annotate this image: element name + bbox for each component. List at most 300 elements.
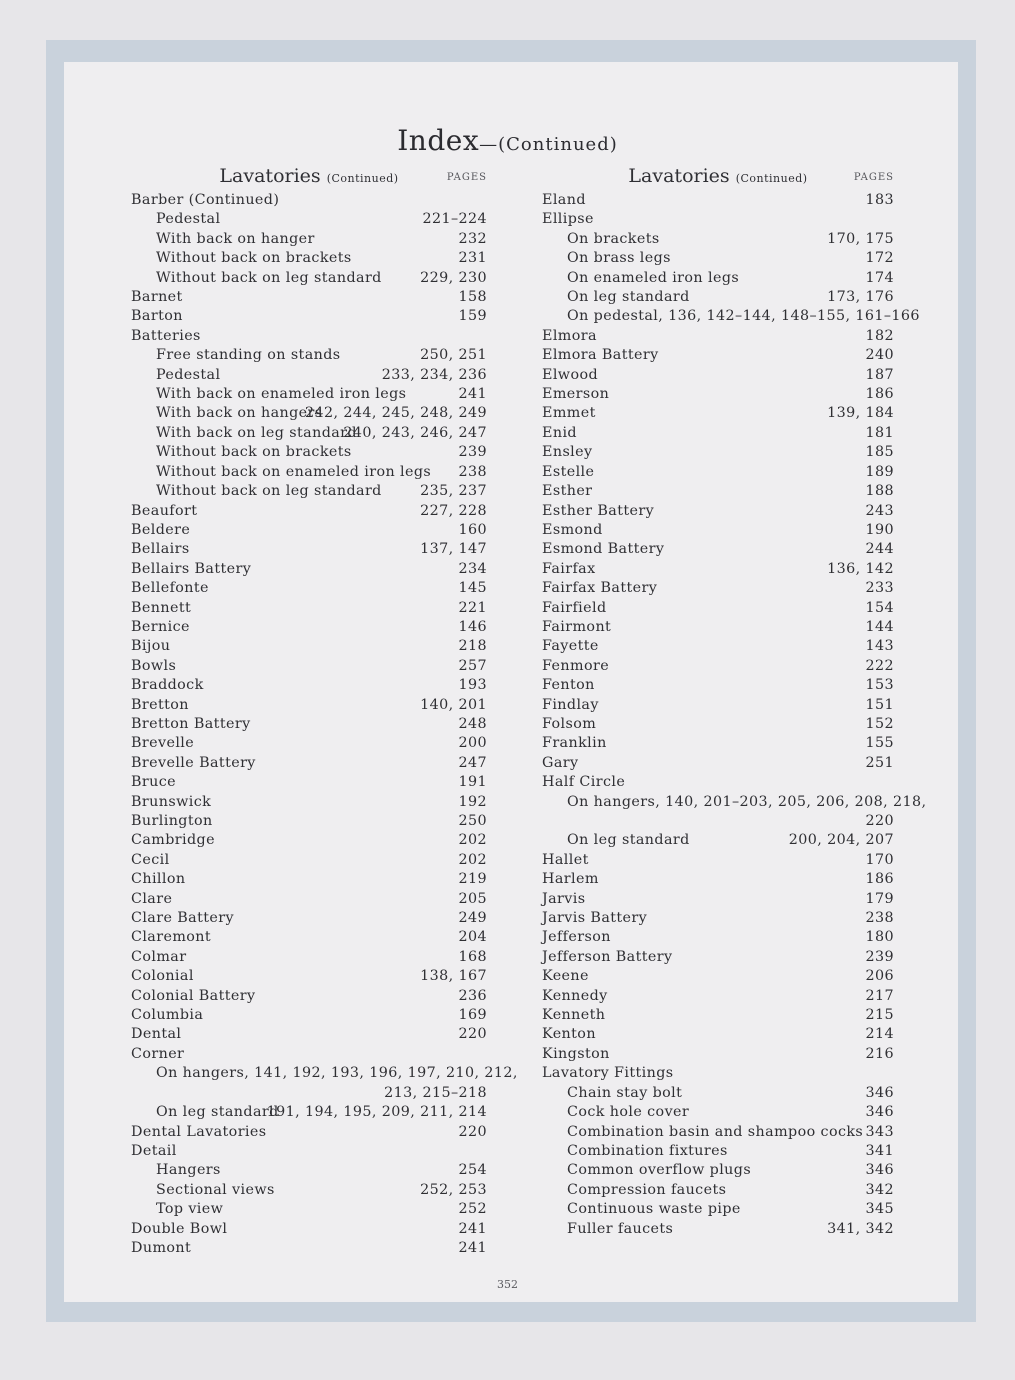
entry-pages: 250, 251 (420, 347, 487, 364)
right-heading-text: Lavatories (628, 165, 730, 187)
entry-pages: 180 (865, 929, 894, 946)
entry-name: Fenton (542, 677, 595, 694)
entry-name: On brass legs (567, 250, 671, 267)
entry-name: Detail (131, 1142, 177, 1159)
entry-name: Dental Lavatories (131, 1123, 267, 1140)
entry-name: Hangers (156, 1162, 221, 1179)
index-entry (131, 307, 487, 326)
index-entry (542, 288, 894, 307)
entry-name: With back on hangers (156, 405, 323, 422)
entry-pages: 145 (458, 580, 487, 597)
index-entry (131, 1064, 518, 1103)
index-entry (542, 1084, 894, 1103)
right-column-heading (542, 165, 894, 187)
index-entry (131, 773, 487, 792)
index-entry (542, 1161, 894, 1180)
entry-pages: 240, 243, 246, 247 (343, 424, 487, 441)
entry-name: Common overflow plugs (567, 1162, 752, 1179)
entry-pages: 191 (458, 774, 487, 791)
entry-name: Free standing on stands (156, 347, 341, 364)
entry-name: Eland (542, 192, 586, 208)
entry-name: Without back on leg standard (156, 269, 382, 286)
entry-pages: 168 (458, 948, 487, 965)
entry-pages: 185 (865, 444, 894, 461)
index-entry (131, 404, 487, 423)
page-title (0, 124, 1015, 157)
entry-pages: 233, 234, 236 (381, 366, 487, 383)
entry-pages: 231 (458, 250, 487, 267)
index-entry (131, 831, 487, 850)
index-entry (131, 812, 487, 831)
entry-name: On hangers, 141, 192, 193, 196, 197, 210, 212, (156, 1065, 518, 1082)
entry-name: Jarvis Battery (542, 910, 648, 927)
entry-pages: 186 (865, 386, 894, 403)
entry-pages: 138, 167 (420, 968, 487, 985)
index-entry (542, 676, 894, 695)
entry-name: Bruce (131, 774, 177, 791)
entry-pages: 221 (458, 599, 487, 616)
index-entry (542, 327, 894, 346)
entry-pages: 241 (458, 1239, 487, 1256)
entry-name: Beldere (131, 521, 191, 538)
entry-pages: 200 (458, 735, 487, 752)
entry-name: Findlay (542, 696, 599, 713)
entry-pages: 200, 204, 207 (788, 832, 894, 849)
index-entry (542, 890, 894, 909)
entry-pages: 232 (458, 230, 487, 247)
entry-name: Elmora (542, 327, 597, 344)
index-entry (542, 870, 894, 889)
entry-name: Emerson (542, 386, 610, 403)
index-entry (542, 540, 894, 559)
entry-name: Harlem (542, 871, 599, 888)
index-entry (131, 482, 487, 501)
entry-pages: 206 (865, 968, 894, 985)
index-entry (542, 385, 894, 404)
entry-pages: 187 (865, 366, 894, 383)
entry-name: On hangers, 140, 201–203, 205, 206, 208, 218, (567, 793, 927, 810)
index-entry (542, 366, 894, 385)
entry-name: Keene (542, 968, 589, 985)
index-entry (542, 1142, 894, 1161)
entry-pages: 174 (865, 269, 894, 286)
entry-name: Double Bowl (131, 1220, 228, 1237)
entry-name: Bretton (131, 696, 189, 713)
index-entry (542, 346, 894, 365)
index-entry (542, 851, 894, 870)
entry-name: Kenton (542, 1026, 596, 1043)
entry-name: Columbia (131, 1007, 204, 1024)
index-entry (131, 385, 487, 404)
entry-pages: 252 (458, 1201, 487, 1218)
entry-name: Ensley (542, 444, 593, 461)
entry-name: Barton (131, 308, 183, 325)
left-heading-text: Lavatories (219, 165, 321, 187)
right-pages-label: PAGES (853, 172, 894, 183)
entry-pages: 213, 215–218 (384, 1084, 487, 1101)
left-column-heading (131, 165, 487, 187)
index-entry (542, 1200, 894, 1219)
entry-pages: 239 (865, 948, 894, 965)
entry-name: Bijou (131, 638, 171, 655)
entry-pages: 172 (865, 250, 894, 267)
entry-name: Franklin (542, 735, 607, 752)
entry-name: Fairfax (542, 560, 596, 577)
index-entry (542, 230, 894, 249)
entry-pages: 234 (458, 560, 487, 577)
index-entry (131, 618, 487, 637)
entry-pages: 137, 147 (420, 541, 487, 558)
index-entry (131, 909, 487, 928)
index-entry (542, 1064, 894, 1083)
entry-name: Sectional views (156, 1181, 275, 1198)
entry-name: On leg standard (156, 1104, 279, 1121)
index-entry (131, 948, 487, 967)
entry-name: With back on leg standard (156, 424, 357, 441)
entry-name: Jarvis (542, 890, 586, 907)
index-entry (131, 579, 487, 598)
entry-name: Esmond (542, 521, 603, 538)
entry-name: Dumont (131, 1239, 192, 1256)
entry-pages: 346 (865, 1162, 894, 1179)
index-entry (131, 657, 487, 676)
entry-name: Bennett (131, 599, 192, 616)
entry-pages: 341 (865, 1142, 894, 1159)
page-number: 352 (497, 1278, 518, 1291)
entry-pages: 214 (865, 1026, 894, 1043)
entry-pages: 346 (865, 1104, 894, 1121)
entry-name: On pedestal, 136, 142–144, 148–155, 161–166 (567, 308, 920, 325)
index-entry (131, 1181, 487, 1200)
index-entry (542, 773, 894, 792)
entry-pages: 219 (458, 871, 487, 888)
entry-pages: 251 (865, 754, 894, 771)
entry-name: Esmond Battery (542, 541, 665, 558)
entry-name: Colonial Battery (131, 987, 256, 1004)
entry-pages: 239 (458, 444, 487, 461)
left-heading-note: (Continued) (326, 172, 399, 185)
entry-pages: 189 (865, 463, 894, 480)
index-entry (131, 1025, 487, 1044)
index-entry (542, 579, 894, 598)
index-entry (131, 754, 487, 773)
index-entry (131, 967, 487, 986)
index-entry (542, 521, 894, 540)
index-entry (542, 191, 894, 210)
entry-pages: 238 (458, 463, 487, 480)
entry-pages: 221–224 (422, 211, 487, 228)
entry-pages: 236 (458, 987, 487, 1004)
index-entry (542, 715, 894, 734)
left-column-header (131, 165, 487, 191)
index-entry (131, 890, 487, 909)
entry-name: Combination basin and shampoo cocks (567, 1123, 864, 1140)
index-entry (542, 734, 894, 753)
index-entry (131, 230, 487, 249)
entry-name: Without back on brackets (156, 444, 352, 461)
entry-name: Fairmont (542, 618, 612, 635)
index-entry (542, 502, 894, 521)
index-entry (542, 1220, 894, 1239)
entry-pages: 136, 142 (827, 560, 894, 577)
index-entry (542, 482, 894, 501)
entry-name: Cambridge (131, 832, 215, 849)
entry-pages: 179 (865, 890, 894, 907)
index-entry (542, 928, 894, 947)
entry-name: Esther Battery (542, 502, 655, 519)
index-entry (542, 443, 894, 462)
index-entry (542, 909, 894, 928)
index-entry (131, 676, 487, 695)
index-entry (131, 1161, 487, 1180)
entry-pages: 190 (865, 521, 894, 538)
entry-pages: 204 (458, 929, 487, 946)
entry-pages: 159 (458, 308, 487, 325)
entry-name: Esther (542, 483, 593, 500)
entry-name: Cecil (131, 851, 170, 868)
index-entry (542, 696, 894, 715)
entry-name: Fayette (542, 638, 599, 655)
entry-pages: 341, 342 (827, 1220, 894, 1237)
entry-pages: 233 (865, 580, 894, 597)
entry-name: Without back on brackets (156, 250, 352, 267)
entry-pages: 160 (458, 521, 487, 538)
entry-name: Fairfield (542, 599, 607, 616)
entry-pages: 235, 237 (420, 483, 487, 500)
entry-pages: 242, 244, 245, 248, 249 (305, 405, 487, 422)
index-entry (131, 327, 487, 346)
entry-pages: 215 (865, 1007, 894, 1024)
entry-pages: 158 (458, 289, 487, 306)
index-entry (131, 793, 487, 812)
entry-pages: 151 (865, 696, 894, 713)
entry-name: Bernice (131, 618, 190, 635)
entry-name: Pedestal (156, 211, 221, 228)
entry-pages: 183 (865, 192, 894, 208)
index-entry (542, 793, 927, 832)
index-entry (542, 657, 894, 676)
index-entry (131, 366, 487, 385)
entry-name: Burlington (131, 813, 213, 829)
entry-name: Bellairs Battery (131, 560, 252, 577)
index-entry (131, 1200, 487, 1219)
entry-pages: 154 (865, 599, 894, 616)
entry-pages: 243 (865, 502, 894, 519)
entry-name: Beaufort (131, 502, 198, 519)
entry-name: Estelle (542, 463, 595, 480)
index-entry (542, 618, 894, 637)
entry-name: Ellipse (542, 211, 594, 228)
left-entries-list (131, 191, 518, 1258)
title-main: Index (397, 124, 480, 157)
right-index-column (542, 165, 927, 1239)
entry-pages: 205 (458, 890, 487, 907)
entry-pages: 155 (865, 735, 894, 752)
entry-name: Barnet (131, 289, 183, 306)
entry-pages: 170, 175 (827, 230, 894, 247)
index-entry (131, 696, 487, 715)
right-heading-note: (Continued) (735, 172, 808, 185)
entry-pages: 140, 201 (420, 696, 487, 713)
index-entry (131, 928, 487, 947)
entry-name: Chillon (131, 871, 186, 888)
entry-name: Clare Battery (131, 910, 234, 927)
entry-pages: 152 (865, 715, 894, 732)
index-entry (131, 870, 487, 889)
entry-name: Bellairs (131, 541, 190, 558)
entry-name: Colmar (131, 948, 187, 965)
entry-name: Clare (131, 890, 173, 907)
entry-name: Pedestal (156, 366, 221, 383)
index-entry (131, 851, 487, 870)
entry-pages: 191, 194, 195, 209, 211, 214 (266, 1104, 487, 1121)
index-entry (542, 967, 894, 986)
index-entry (542, 1045, 894, 1064)
entry-pages: 342 (865, 1181, 894, 1198)
index-entry (131, 1123, 487, 1142)
entry-pages: 244 (865, 541, 894, 558)
entry-name: Dental (131, 1026, 182, 1043)
entry-name: Half Circle (542, 774, 626, 791)
entry-pages: 216 (865, 1045, 894, 1062)
index-entry (542, 1103, 894, 1122)
entry-name: Braddock (131, 677, 204, 694)
index-entry (542, 831, 894, 850)
index-entry (131, 1103, 487, 1122)
index-entry (542, 1181, 894, 1200)
entry-pages: 202 (458, 832, 487, 849)
index-entry (542, 404, 894, 423)
index-entry (131, 191, 487, 210)
index-entry (131, 1220, 487, 1239)
entry-pages: 343 (865, 1123, 894, 1140)
entry-pages: 249 (458, 910, 487, 927)
index-entry (131, 424, 487, 443)
index-entry (131, 249, 487, 268)
entry-name: On leg standard (567, 832, 690, 849)
entry-pages: 188 (865, 483, 894, 500)
entry-name: Kennedy (542, 987, 608, 1004)
entry-pages: 345 (865, 1201, 894, 1218)
index-entry (542, 249, 894, 268)
entry-name: Bowls (131, 657, 177, 674)
entry-name: Brunswick (131, 793, 212, 810)
index-entry (131, 715, 487, 734)
index-entry (542, 1006, 894, 1025)
entry-pages: 247 (458, 754, 487, 771)
entry-name: Without back on enameled iron legs (156, 463, 432, 480)
index-entry (131, 288, 487, 307)
entry-pages: 220 (458, 1123, 487, 1140)
index-entry (542, 637, 894, 656)
entry-name: Cock hole cover (567, 1104, 690, 1121)
entry-name: Folsom (542, 715, 597, 732)
entry-name: Enid (542, 424, 577, 441)
entry-pages: 229, 230 (420, 269, 487, 286)
entry-pages: 241 (458, 1220, 487, 1237)
entry-name: Fuller faucets (567, 1220, 674, 1237)
title-suffix: —(Continued) (479, 134, 618, 155)
entry-pages: 202 (458, 851, 487, 868)
entry-name: Compression faucets (567, 1181, 727, 1198)
index-entry (131, 1006, 487, 1025)
index-entry (131, 540, 487, 559)
index-entry (131, 734, 487, 753)
entry-name: Bellefonte (131, 580, 209, 597)
entry-pages: 217 (865, 987, 894, 1004)
entry-pages: 139, 184 (827, 405, 894, 422)
entry-name: Bretton Battery (131, 715, 251, 732)
index-entry (131, 210, 487, 229)
index-entry (131, 1142, 487, 1161)
entry-pages: 227, 228 (420, 502, 487, 519)
entry-name: Brevelle Battery (131, 754, 256, 771)
entry-pages: 144 (865, 618, 894, 635)
entry-name: Colonial (131, 968, 194, 985)
index-entry (542, 269, 894, 288)
index-entry (542, 1123, 894, 1142)
index-entry (131, 346, 487, 365)
entry-name: Brevelle (131, 735, 195, 752)
entry-name: Claremont (131, 929, 212, 946)
entry-name: Elwood (542, 366, 599, 383)
entry-name: Jefferson (542, 929, 611, 946)
entry-pages: 248 (458, 715, 487, 732)
index-entry (131, 521, 487, 540)
entry-name: Hallet (542, 851, 589, 868)
entry-pages: 218 (458, 638, 487, 655)
entry-pages: 238 (865, 910, 894, 927)
entry-pages: 222 (865, 657, 894, 674)
entry-pages: 220 (865, 813, 894, 829)
entry-pages: 220 (458, 1026, 487, 1043)
entry-pages: 146 (458, 618, 487, 635)
index-entry (131, 269, 487, 288)
entry-name: Emmet (542, 405, 596, 422)
entry-name: On brackets (567, 230, 660, 247)
index-entry (131, 637, 487, 656)
index-entry (542, 307, 920, 326)
entry-name: Fenmore (542, 657, 610, 674)
index-entry (542, 424, 894, 443)
index-entry (131, 502, 487, 521)
entry-name: With back on hanger (156, 230, 315, 247)
entry-name: On leg standard (567, 289, 690, 306)
entry-pages: 186 (865, 871, 894, 888)
entry-name: Elmora Battery (542, 347, 659, 364)
index-entry (131, 463, 487, 482)
entry-name: Continuous waste pipe (567, 1201, 741, 1218)
entry-pages: 169 (458, 1007, 487, 1024)
index-entry (131, 987, 487, 1006)
entry-name: Without back on leg standard (156, 483, 382, 500)
entry-pages: 170 (865, 851, 894, 868)
left-index-column (131, 165, 518, 1258)
index-entry (542, 560, 894, 579)
right-column-header (542, 165, 894, 191)
index-entry (131, 443, 487, 462)
index-entry (542, 210, 894, 229)
index-entry (542, 463, 894, 482)
right-entries-list (542, 191, 927, 1239)
index-entry (542, 987, 894, 1006)
entry-pages: 241 (458, 386, 487, 403)
index-entry (131, 560, 487, 579)
entry-name: Barber (Continued) (131, 192, 280, 208)
entry-pages: 193 (458, 677, 487, 694)
entry-pages: 181 (865, 424, 894, 441)
entry-name: Combination fixtures (567, 1142, 728, 1159)
